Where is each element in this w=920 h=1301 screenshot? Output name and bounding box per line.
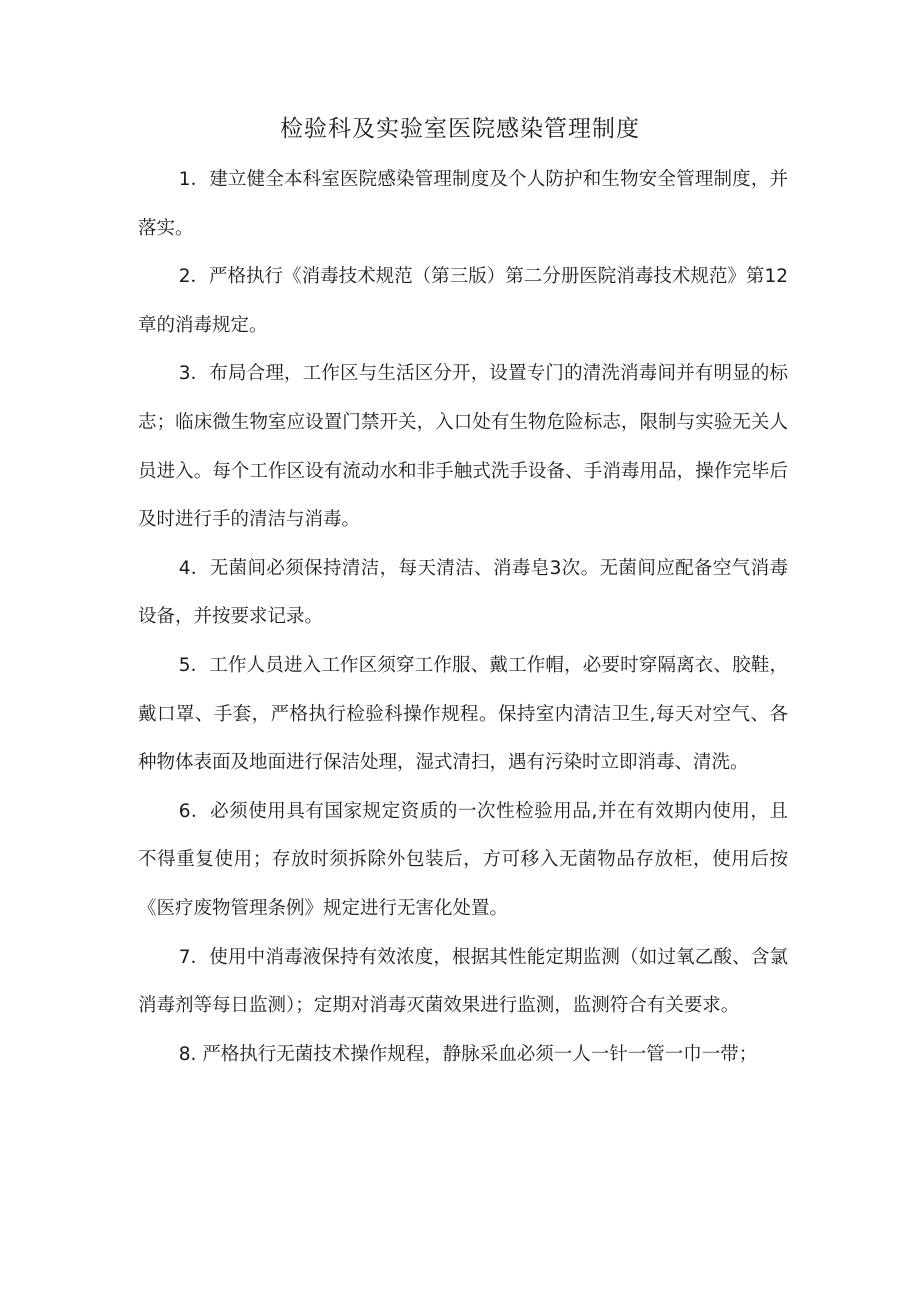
document-title: 检验科及实验室医院感染管理制度: [280, 116, 640, 142]
document-body: [138, 156, 788, 1079]
paragraph-1: 1．建立健全本科室医院感染管理制度及个人防护和生物安全管理制度，并落实。: [138, 169, 788, 239]
paragraph-5: 5．工作人员进入工作区须穿工作服、戴工作帽，必要时穿隔离衣、胶鞋，戴口罩、手套，严格执行检验科操作规程。保持室内清洁卫生,每天对空气、各种物体表面及地面进行保洁处理，湿式清扫，遇有污染时立即消毒、清洗。: [138, 654, 788, 774]
paragraph-2: 2．严格执行《消毒技术规范（第三版）第二分册医院消毒技术规范》第12章的消毒规定。: [138, 266, 788, 336]
paragraph-4: 4．无菌间必须保持清洁，每天清洁、消毒皂3次。无菌间应配备空气消毒设备，并按要求记录。: [138, 557, 788, 628]
paragraph-3: 3．布局合理，工作区与生活区分开，设置专门的清洗消毒间并有明显的标志；临床微生物室应设置门禁开关，入口处有生物危险标志，限制与实验无关人员进入。每个工作区设有流动水和非手触式洗手设备、手消毒用品，操作完毕后及时进行手的清洁与消毒。: [138, 363, 788, 531]
paragraph-8: 8. 严格执行无菌技术操作规程，静脉采血必须一人一针一管一巾一带；: [178, 1043, 758, 1065]
paragraph-6: 6．必须使用具有国家规定资质的一次性检验用品,并在有效期内使用，且不得重复使用；存放时须拆除外包装后，方可移入无菌物品存放柜，使用后按《医疗废物管理条例》规定进行无害化处置。: [138, 800, 788, 919]
paragraph-7: 7．使用中消毒液保持有效浓度，根据其性能定期监测（如过氧乙酸、含氯消毒剂等每日监测）；定期对消毒灭菌效果进行监测，监测符合有关要求。: [138, 946, 788, 1017]
